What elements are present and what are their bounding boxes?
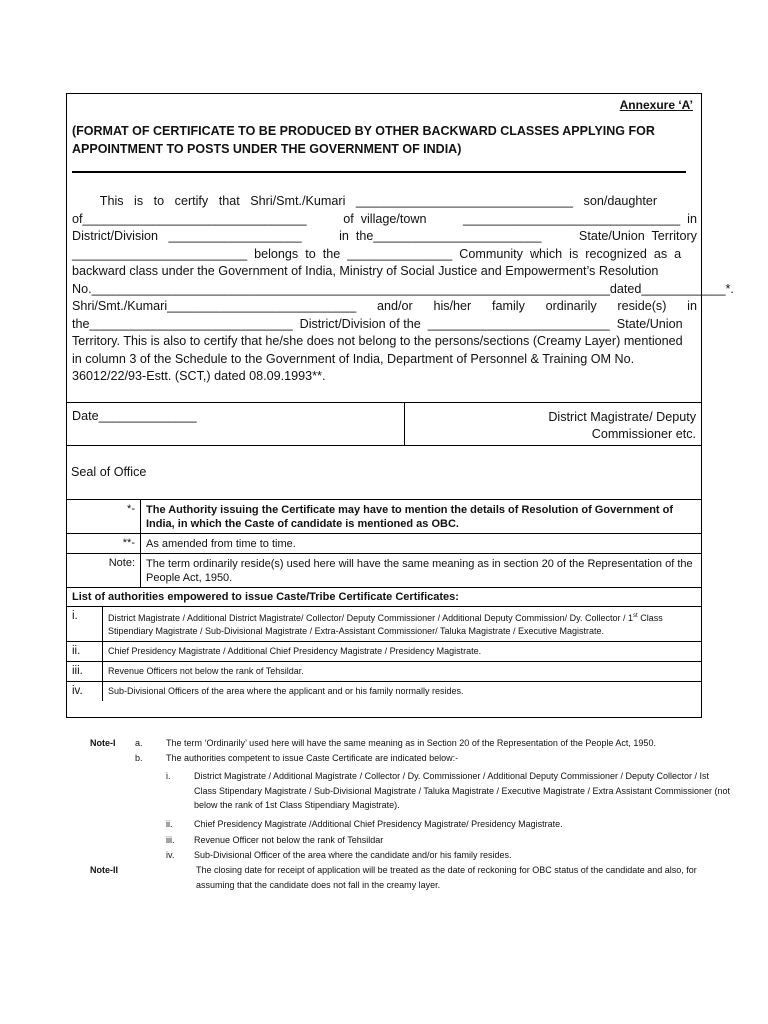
authority-row — [67, 607, 701, 642]
note-1-sub-mark: iv. — [166, 850, 175, 860]
body-line-segment: in the________________________ — [339, 229, 542, 243]
heading-divider — [72, 171, 686, 173]
body-line — [72, 368, 697, 386]
note-1-sub-mark: i. — [166, 771, 171, 781]
note-1-a-text: The term ‘Ordinarily’ used here will have the same meaning as in Section 20 of the Representation of the People Act, 1950. — [166, 738, 656, 748]
authority-number: i. — [67, 607, 103, 641]
body-line — [72, 333, 697, 351]
note-mark: Note: — [67, 554, 141, 587]
authority-line-1: District Magistrate/ Deputy — [548, 410, 696, 424]
annexure-label: Annexure ‘A’ — [619, 98, 693, 112]
note-1-b-text: The authorities competent to issue Caste Certificate are indicated below:- — [166, 752, 459, 763]
authority-line-2: Commissioner etc. — [591, 427, 696, 441]
note-1-sub-mark: iii. — [166, 835, 175, 845]
note-text: The Authority issuing the Certificate may have to mention the details of Resolution of Government of India, in which the Caste of candidate is mentioned as OBC. — [146, 504, 674, 530]
certificate-heading: (FORMAT OF CERTIFICATE TO BE PRODUCED BY OTHER BACKWARD CLASSES APPLYING FOR APPOINTMENT TO POSTS UNDER THE GOVERNMENT OF INDIA) — [72, 124, 655, 156]
body-line-segment: Shri/Smt./Kumari___________________________ — [72, 299, 357, 313]
note-1-sub-text: Chief Presidency Magistrate /Additional Chief Presidency Magistrate/ Presidency Magistrate. — [194, 819, 563, 829]
seal-of-office: Seal of Office — [71, 465, 147, 479]
body-line — [72, 351, 697, 369]
body-line-segment: of________________________________ — [72, 211, 307, 226]
body-line — [72, 316, 697, 334]
note-mark: *- — [67, 500, 141, 533]
body-line-segment: State/Union Territory — [578, 229, 697, 243]
body-line — [72, 228, 697, 246]
notes-table — [67, 499, 701, 701]
body-line-segment: 36012/22/93-Estt. (SCT,) dated 08.09.1993**. — [72, 369, 326, 383]
authority-row — [67, 662, 701, 682]
authority-text: District Magistrate / Additional District Magistrate/ Collector/ Deputy Commissioner / Additional Deputy Commission/ Dy. Collector / 1st Class Stipendiary Magistrate / Sub-Divisional Magistrate / Extra-Assistant Commissioner/ Taluka Magistrate / Executive Magistrate. — [108, 613, 663, 636]
authority-text: Chief Presidency Magistrate / Additional Chief Presidency Magistrate / Presidency Magistrate. — [108, 646, 482, 656]
body-line-segment: _______________________________ in — [463, 211, 697, 226]
body-line — [72, 263, 697, 281]
note-1-sub-text: Revenue Officer not below the rank of Tehsildar — [194, 835, 384, 845]
body-line-segment: This is to certify that Shri/Smt./Kumari _______________________________ son/daughter — [72, 194, 658, 208]
issuing-authority — [548, 409, 696, 443]
body-line-segment: in — [687, 299, 697, 313]
note-row — [67, 554, 701, 588]
body-line-segment: District/Division ___________________ — [72, 229, 302, 243]
note-row — [67, 500, 701, 534]
note-1-sub-text: District Magistrate / Additional Magistrate / Collector / Dy. Commissioner / Additional Deputy Commissioner / Deputy Collector / Ist Class Stipendary Magistrate / Sub-Divisional Magistrate / Taluka Magistrate / Executive Magistrate / Extra Assistant Commissioner (not below the rank of 1st Class Stipendiary Magistrate). — [194, 771, 731, 811]
authorities-title: List of authorities empowered to issue Caste/Tribe Certificate Certificates: — [67, 588, 701, 607]
authority-row — [67, 642, 701, 662]
note-1-b-mark: b. — [135, 752, 143, 763]
body-line-segment: backward class under the Government of India, Ministry of Social Justice and Empowerment’s Resolution — [72, 264, 659, 278]
body-line — [72, 298, 697, 316]
note-text: As amended from time to time. — [146, 538, 296, 550]
note-1-label: Note-I — [90, 738, 116, 748]
note-text: The term ordinarily reside(s) used here will have the same meaning as in section 20 of the Representation of the People Act, 1950. — [146, 558, 693, 584]
body-line-segment: No.__________________________________________________________________________dated____________*. — [72, 281, 734, 296]
body-line — [72, 211, 697, 229]
body-line-segment: _________________________ belongs to the _______________ Community which is recognized as a — [72, 246, 682, 261]
authority-text: Revenue Officers not below the rank of Tehsildar. — [108, 666, 304, 676]
certificate-format-box — [66, 93, 734, 718]
body-line-segment: the_____________________________ District/Division of the __________________________ State/Union — [72, 316, 683, 331]
body-line-segment: in column 3 of the Schedule to the Government of India, Department of Personnel & Training OM No. — [72, 351, 635, 366]
body-line-segment: reside(s) — [617, 299, 667, 313]
body-line-segment: ordinarily — [545, 299, 597, 313]
body-line-segment: and/or — [377, 299, 413, 313]
note-2-label: Note-II — [90, 865, 118, 875]
body-line-segment: family — [491, 299, 525, 313]
body-line-segment: his/her — [433, 299, 472, 313]
body-line — [72, 281, 734, 299]
authority-number: iii. — [67, 662, 103, 681]
note-1-sub-mark: ii. — [166, 819, 173, 829]
note-1-a-mark: a. — [135, 738, 143, 748]
body-line — [72, 246, 697, 264]
signature-row — [67, 402, 701, 446]
authority-number: iv. — [67, 682, 103, 701]
note-2-text: The closing date for receipt of application will be treated as the date of reckoning for OBC status of the candidate and also, for assuming that the candidate does not fall in the creamy layer. — [196, 865, 697, 890]
authority-text: Sub-Divisional Officers of the area where the applicant and or his family normally resides. — [108, 686, 464, 696]
body-line — [72, 193, 697, 211]
authority-row — [67, 682, 701, 701]
authority-number: ii. — [67, 642, 103, 661]
signature-divider — [404, 403, 405, 445]
date-field: Date______________ — [72, 409, 197, 423]
note-row — [67, 534, 701, 554]
note-1-sub-text: Sub-Divisional Officer of the area where the candidate and/or his family resides. — [194, 850, 512, 860]
note-mark: **- — [67, 534, 141, 553]
certificate-body — [72, 193, 734, 386]
body-line-segment: Territory. This is also to certify that he/she does not belong to the persons/sections (Creamy Layer) mentioned — [72, 334, 683, 348]
body-line-segment: of village/town — [343, 211, 427, 226]
